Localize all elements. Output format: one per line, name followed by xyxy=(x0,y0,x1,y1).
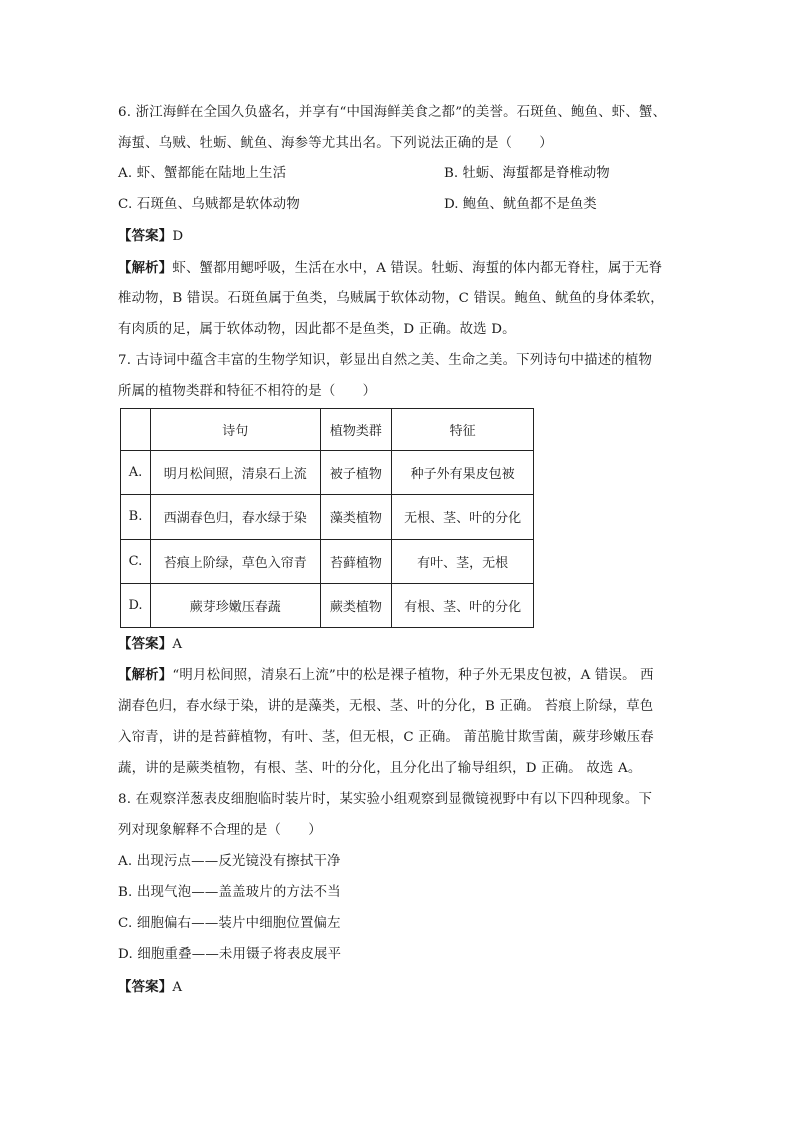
table-row xyxy=(121,451,534,495)
q8-stem-line1: 8. 在观察洋葱表皮细胞临时装片时，某实验小组观察到显微镜视野中有以下四种现象。下 xyxy=(118,792,653,807)
q6-stem-line1: 6. 浙江海鲜在全国久负盛名，并享有“中国海鲜美食之都”的美誉。石斑鱼、鲍鱼、虾、蟹、 xyxy=(118,105,667,120)
table-row xyxy=(121,495,534,539)
q8-option-c: C. 细胞偏右——装片中细胞位置偏左 xyxy=(118,916,341,931)
table-cell: B. xyxy=(121,495,151,539)
answer-tag: 【答案】 xyxy=(118,636,173,652)
answer-value: A xyxy=(172,637,183,652)
analysis-tag: 【解析】 xyxy=(118,667,173,683)
analysis-text: 虾、蟹都用鳃呼吸，生活在水中，A 错误。牡蛎、海蜇的体内都无脊柱，属于无脊 xyxy=(172,261,663,276)
q7-analysis-line2: 湖春色归，春水绿于染，讲的是藻类，无根、茎、叶的分化，B 正确。 苔痕上阶绿，草色 xyxy=(118,699,654,714)
q7-stem-line2: 所属的植物类群和特征不相符的是（ ） xyxy=(118,384,377,399)
q8-option-b: B. 出现气泡——盖盖玻片的方法不当 xyxy=(118,885,341,900)
table-cell: 蕨芽珍嫩压春蔬 xyxy=(150,583,320,627)
table-header-cell: 植物类群 xyxy=(320,409,392,451)
table-header-row xyxy=(121,409,534,451)
table-row xyxy=(121,539,534,583)
q6-stem-line2: 海蜇、乌贼、牡蛎、鱿鱼、海参等尤其出名。下列说法正确的是（ ） xyxy=(118,136,553,151)
answer-value: A xyxy=(172,980,183,995)
q7-analysis-line4: 蔬，讲的是蕨类植物，有根、茎、叶的分化，且分化出了输导组织，D 正确。 故选 A。 xyxy=(118,761,642,776)
analysis-text: “明月松间照，清泉石上流”中的松是裸子植物，种子外无果皮包被，A 错误。 西 xyxy=(172,668,654,683)
q6-analysis-line2: 椎动物，B 错误。石斑鱼属于鱼类，乌贼属于软体动物，C 错误。鲍鱼、鱿鱼的身体柔软， xyxy=(118,291,664,306)
q6-analysis-line1 xyxy=(118,258,662,279)
q6-option-c: C. 石斑鱼、乌贼都是软体动物 xyxy=(118,197,300,212)
table-header-cell: 诗句 xyxy=(150,409,320,451)
q6-answer xyxy=(118,226,183,247)
table-cell: 苔藓植物 xyxy=(320,539,392,583)
q7-stem-line1: 7. 古诗词中蕴含丰富的生物学知识，彰显出自然之美、生命之美。下列诗句中描述的植物 xyxy=(118,353,653,368)
table-cell: 明月松间照，清泉石上流 xyxy=(150,451,320,495)
table-cell: C. xyxy=(121,539,151,583)
table-cell: 西湖春色归，春水绿于染 xyxy=(150,495,320,539)
q6-analysis-line3: 有肉质的足，属于软体动物，因此都不是鱼类，D 正确。故选 D。 xyxy=(118,322,516,337)
analysis-tag: 【解析】 xyxy=(118,260,173,276)
table-cell: 藻类植物 xyxy=(320,495,392,539)
q7-table xyxy=(120,408,534,628)
q7-analysis-line1 xyxy=(118,665,654,686)
table-cell: D. xyxy=(121,583,151,627)
table-header-cell: 特征 xyxy=(392,409,534,451)
table-header-cell xyxy=(121,409,151,451)
table-cell: 苔痕上阶绿，草色入帘青 xyxy=(150,539,320,583)
table-row xyxy=(121,583,534,627)
q6-option-b: B. 牡蛎、海蜇都是脊椎动物 xyxy=(444,166,610,181)
answer-tag: 【答案】 xyxy=(118,228,173,244)
q6-option-a: A. 虾、蟹都能在陆地上生活 xyxy=(118,166,287,181)
q7-answer xyxy=(118,634,182,655)
table-cell: 有根、茎、叶的分化 xyxy=(392,583,534,627)
answer-value: D xyxy=(172,229,184,244)
table-cell: 被子植物 xyxy=(320,451,392,495)
q8-stem-line2: 列对现象解释不合理的是（ ） xyxy=(118,823,322,838)
q8-option-d: D. 细胞重叠——未用镊子将表皮展平 xyxy=(118,947,342,962)
q7-analysis-line3: 入帘青，讲的是苔藓植物，有叶、茎，但无根，C 正确。 莆茁脆甘欺雪菌，蕨芽珍嫩压春 xyxy=(118,730,654,745)
table-cell: 有叶、茎，无根 xyxy=(392,539,534,583)
q6-option-d: D. 鲍鱼、鱿鱼都不是鱼类 xyxy=(444,197,597,212)
table-cell: 无根、茎、叶的分化 xyxy=(392,495,534,539)
answer-tag: 【答案】 xyxy=(118,979,173,995)
table-cell: 蕨类植物 xyxy=(320,583,392,627)
table-cell: A. xyxy=(121,451,151,495)
table-cell: 种子外有果皮包被 xyxy=(392,451,534,495)
q8-option-a: A. 出现污点——反光镜没有擦拭干净 xyxy=(118,854,341,869)
q8-answer xyxy=(118,977,182,998)
